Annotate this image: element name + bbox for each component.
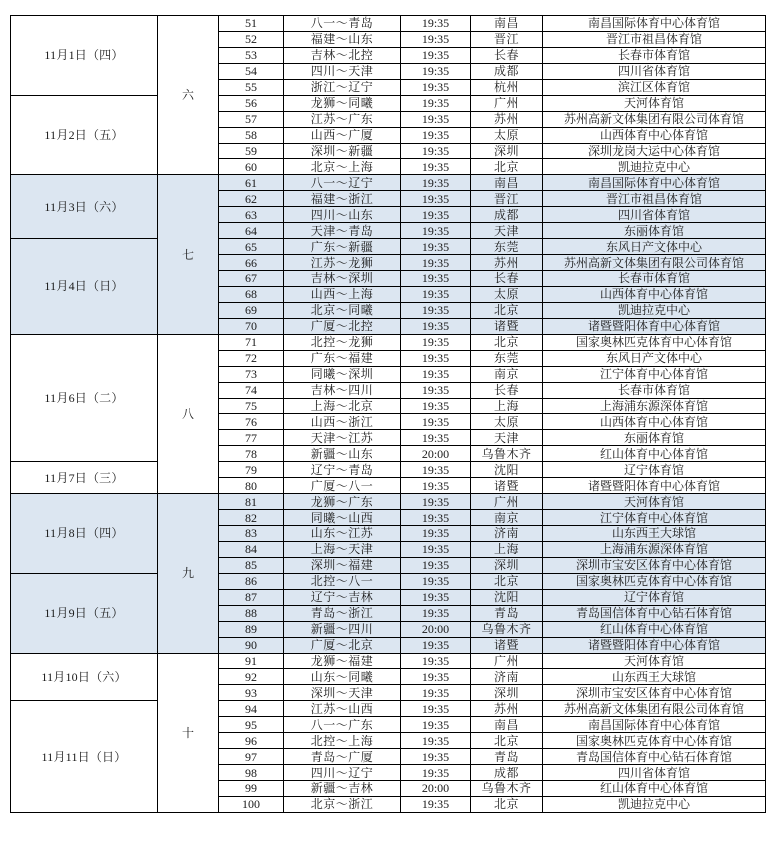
table-row [11,494,766,510]
table-row [11,462,766,478]
host-city-cell: 太原 [471,414,543,430]
tipoff-time-cell: 19:35 [401,111,471,127]
table-row [11,95,766,111]
game-number-cell: 87 [219,589,284,605]
host-city-cell: 成都 [471,765,543,781]
date-cell: 11月8日（四） [11,494,158,574]
tipoff-time-cell: 19:35 [401,334,471,350]
venue-cell: 滨江区体育馆 [543,79,766,95]
host-city-cell: 广州 [471,494,543,510]
game-number-cell: 53 [219,47,284,63]
host-city-cell: 北京 [471,573,543,589]
tipoff-time-cell: 19:35 [401,318,471,334]
game-number-cell: 75 [219,398,284,414]
game-number-cell: 56 [219,95,284,111]
tipoff-time-cell: 20:00 [401,621,471,637]
tipoff-time-cell: 19:35 [401,271,471,287]
game-number-cell: 100 [219,796,284,812]
tipoff-time-cell: 19:35 [401,366,471,382]
tipoff-time-cell: 19:35 [401,526,471,542]
host-city-cell: 东莞 [471,239,543,255]
date-cell: 11月1日（四） [11,16,158,96]
venue-cell: 四川省体育馆 [543,63,766,79]
host-city-cell: 苏州 [471,111,543,127]
venue-cell: 四川省体育馆 [543,207,766,223]
venue-cell: 深圳市宝安区体育中心体育馆 [543,685,766,701]
host-city-cell: 乌鲁木齐 [471,446,543,462]
host-city-cell: 北京 [471,733,543,749]
tipoff-time-cell: 19:35 [401,382,471,398]
tipoff-time-cell: 19:35 [401,286,471,302]
game-number-cell: 72 [219,350,284,366]
tipoff-time-cell: 19:35 [401,223,471,239]
game-number-cell: 64 [219,223,284,239]
venue-cell: 南昌国际体育中心体育馆 [543,175,766,191]
venue-cell: 东风日产文体中心 [543,350,766,366]
venue-cell: 红山体育中心体育馆 [543,621,766,637]
venue-cell: 晋江市祖昌体育馆 [543,191,766,207]
host-city-cell: 乌鲁木齐 [471,621,543,637]
game-number-cell: 89 [219,621,284,637]
venue-cell: 国家奥林匹克体育中心体育馆 [543,334,766,350]
host-city-cell: 南昌 [471,175,543,191]
matchup-cell: 广厦～北京 [284,637,401,653]
matchup-cell: 深圳～天津 [284,685,401,701]
host-city-cell: 广州 [471,95,543,111]
host-city-cell: 上海 [471,541,543,557]
host-city-cell: 成都 [471,63,543,79]
game-number-cell: 88 [219,605,284,621]
venue-cell: 晋江市祖昌体育馆 [543,31,766,47]
venue-cell: 凯迪拉克中心 [543,796,766,812]
matchup-cell: 辽宁～吉林 [284,589,401,605]
host-city-cell: 沈阳 [471,462,543,478]
host-city-cell: 东莞 [471,350,543,366]
host-city-cell: 长春 [471,382,543,398]
venue-cell: 辽宁体育馆 [543,589,766,605]
matchup-cell: 山东～同曦 [284,669,401,685]
date-cell: 11月6日（二） [11,334,158,462]
game-number-cell: 57 [219,111,284,127]
host-city-cell: 济南 [471,669,543,685]
date-cell: 11月4日（日） [11,239,158,335]
tipoff-time-cell: 19:35 [401,63,471,79]
tipoff-time-cell: 19:35 [401,47,471,63]
table-row [11,16,766,32]
game-number-cell: 60 [219,159,284,175]
table-row [11,175,766,191]
game-number-cell: 84 [219,541,284,557]
venue-cell: 苏州高新文体集团有限公司体育馆 [543,111,766,127]
venue-cell: 东丽体育馆 [543,223,766,239]
host-city-cell: 南昌 [471,16,543,32]
tipoff-time-cell: 19:35 [401,462,471,478]
schedule-table-body [11,16,766,813]
tipoff-time-cell: 19:35 [401,541,471,557]
host-city-cell: 上海 [471,398,543,414]
matchup-cell: 新疆～四川 [284,621,401,637]
matchup-cell: 八一～辽宁 [284,175,401,191]
venue-cell: 天河体育馆 [543,95,766,111]
date-cell: 11月7日（三） [11,462,158,494]
matchup-cell: 北控～上海 [284,733,401,749]
table-row [11,653,766,669]
matchup-cell: 天津～江苏 [284,430,401,446]
game-number-cell: 94 [219,701,284,717]
venue-cell: 山西体育中心体育馆 [543,286,766,302]
matchup-cell: 广厦～北控 [284,318,401,334]
week-cell: 八 [158,334,219,493]
matchup-cell: 同曦～深圳 [284,366,401,382]
game-number-cell: 66 [219,255,284,271]
game-number-cell: 58 [219,127,284,143]
game-number-cell: 91 [219,653,284,669]
matchup-cell: 上海～北京 [284,398,401,414]
game-number-cell: 54 [219,63,284,79]
venue-cell: 天河体育馆 [543,494,766,510]
venue-cell: 国家奥林匹克体育中心体育馆 [543,733,766,749]
host-city-cell: 太原 [471,286,543,302]
game-number-cell: 65 [219,239,284,255]
tipoff-time-cell: 19:35 [401,16,471,32]
tipoff-time-cell: 20:00 [401,446,471,462]
tipoff-time-cell: 19:35 [401,398,471,414]
matchup-cell: 八一～广东 [284,717,401,733]
game-number-cell: 86 [219,573,284,589]
host-city-cell: 南京 [471,510,543,526]
date-cell: 11月10日（六） [11,653,158,701]
matchup-cell: 龙狮～广东 [284,494,401,510]
game-number-cell: 93 [219,685,284,701]
matchup-cell: 浙江～辽宁 [284,79,401,95]
venue-cell: 青岛国信体育中心钻石体育馆 [543,605,766,621]
matchup-cell: 青岛～浙江 [284,605,401,621]
game-number-cell: 63 [219,207,284,223]
host-city-cell: 北京 [471,159,543,175]
tipoff-time-cell: 19:35 [401,350,471,366]
matchup-cell: 山西～浙江 [284,414,401,430]
venue-cell: 天河体育馆 [543,653,766,669]
host-city-cell: 长春 [471,271,543,287]
game-number-cell: 77 [219,430,284,446]
date-cell: 11月3日（六） [11,175,158,239]
host-city-cell: 长春 [471,47,543,63]
tipoff-time-cell: 19:35 [401,749,471,765]
host-city-cell: 杭州 [471,79,543,95]
tipoff-time-cell: 19:35 [401,701,471,717]
venue-cell: 长春市体育馆 [543,47,766,63]
game-number-cell: 98 [219,765,284,781]
game-number-cell: 51 [219,16,284,32]
game-number-cell: 79 [219,462,284,478]
tipoff-time-cell: 19:35 [401,605,471,621]
table-row [11,334,766,350]
matchup-cell: 广厦～八一 [284,478,401,494]
venue-cell: 深圳龙岗大运中心体育馆 [543,143,766,159]
host-city-cell: 深圳 [471,557,543,573]
matchup-cell: 吉林～深圳 [284,271,401,287]
game-number-cell: 95 [219,717,284,733]
host-city-cell: 北京 [471,334,543,350]
matchup-cell: 上海～天津 [284,541,401,557]
game-number-cell: 59 [219,143,284,159]
matchup-cell: 福建～浙江 [284,191,401,207]
schedule-table [10,15,766,813]
venue-cell: 东丽体育馆 [543,430,766,446]
game-number-cell: 74 [219,382,284,398]
matchup-cell: 广东～新疆 [284,239,401,255]
venue-cell: 上海浦东源深体育馆 [543,541,766,557]
venue-cell: 凯迪拉克中心 [543,302,766,318]
venue-cell: 诸暨暨阳体育中心体育馆 [543,478,766,494]
host-city-cell: 深圳 [471,143,543,159]
game-number-cell: 85 [219,557,284,573]
host-city-cell: 济南 [471,526,543,542]
venue-cell: 红山体育中心体育馆 [543,781,766,797]
tipoff-time-cell: 19:35 [401,79,471,95]
venue-cell: 山西体育中心体育馆 [543,414,766,430]
week-cell: 六 [158,16,219,175]
game-number-cell: 82 [219,510,284,526]
tipoff-time-cell: 19:35 [401,95,471,111]
game-number-cell: 52 [219,31,284,47]
host-city-cell: 苏州 [471,701,543,717]
host-city-cell: 晋江 [471,191,543,207]
game-number-cell: 70 [219,318,284,334]
game-number-cell: 90 [219,637,284,653]
host-city-cell: 广州 [471,653,543,669]
venue-cell: 长春市体育馆 [543,382,766,398]
game-number-cell: 55 [219,79,284,95]
host-city-cell: 沈阳 [471,589,543,605]
venue-cell: 长春市体育馆 [543,271,766,287]
venue-cell: 青岛国信体育中心钻石体育馆 [543,749,766,765]
table-row [11,701,766,717]
matchup-cell: 北京～同曦 [284,302,401,318]
venue-cell: 苏州高新文体集团有限公司体育馆 [543,701,766,717]
venue-cell: 江宁体育中心体育馆 [543,510,766,526]
venue-cell: 南昌国际体育中心体育馆 [543,717,766,733]
host-city-cell: 晋江 [471,31,543,47]
matchup-cell: 江苏～广东 [284,111,401,127]
tipoff-time-cell: 19:35 [401,207,471,223]
matchup-cell: 四川～山东 [284,207,401,223]
tipoff-time-cell: 19:35 [401,414,471,430]
venue-cell: 辽宁体育馆 [543,462,766,478]
matchup-cell: 吉林～北控 [284,47,401,63]
venue-cell: 深圳市宝安区体育中心体育馆 [543,557,766,573]
venue-cell: 南昌国际体育中心体育馆 [543,16,766,32]
game-number-cell: 80 [219,478,284,494]
matchup-cell: 天津～青岛 [284,223,401,239]
game-number-cell: 81 [219,494,284,510]
tipoff-time-cell: 19:35 [401,494,471,510]
tipoff-time-cell: 19:35 [401,255,471,271]
matchup-cell: 山西～广厦 [284,127,401,143]
tipoff-time-cell: 19:35 [401,685,471,701]
host-city-cell: 天津 [471,430,543,446]
tipoff-time-cell: 19:35 [401,175,471,191]
venue-cell: 上海浦东源深体育馆 [543,398,766,414]
tipoff-time-cell: 19:35 [401,637,471,653]
host-city-cell: 诸暨 [471,318,543,334]
matchup-cell: 江苏～山西 [284,701,401,717]
matchup-cell: 山东～江苏 [284,526,401,542]
game-number-cell: 62 [219,191,284,207]
matchup-cell: 同曦～山西 [284,510,401,526]
table-row [11,573,766,589]
matchup-cell: 新疆～吉林 [284,781,401,797]
tipoff-time-cell: 19:35 [401,669,471,685]
matchup-cell: 龙狮～福建 [284,653,401,669]
tipoff-time-cell: 19:35 [401,796,471,812]
matchup-cell: 江苏～龙狮 [284,255,401,271]
game-number-cell: 73 [219,366,284,382]
schedule-table-container [10,15,765,813]
tipoff-time-cell: 19:35 [401,239,471,255]
venue-cell: 山东西王大球馆 [543,669,766,685]
venue-cell: 山东西王大球馆 [543,526,766,542]
matchup-cell: 北控～八一 [284,573,401,589]
tipoff-time-cell: 19:35 [401,733,471,749]
venue-cell: 凯迪拉克中心 [543,159,766,175]
week-cell: 十 [158,653,219,812]
host-city-cell: 青岛 [471,605,543,621]
host-city-cell: 北京 [471,302,543,318]
matchup-cell: 北控～龙狮 [284,334,401,350]
game-number-cell: 67 [219,271,284,287]
matchup-cell: 辽宁～青岛 [284,462,401,478]
table-row [11,239,766,255]
game-number-cell: 83 [219,526,284,542]
matchup-cell: 四川～天津 [284,63,401,79]
venue-cell: 江宁体育中心体育馆 [543,366,766,382]
week-cell: 七 [158,175,219,334]
host-city-cell: 青岛 [471,749,543,765]
matchup-cell: 北京～上海 [284,159,401,175]
game-number-cell: 99 [219,781,284,797]
tipoff-time-cell: 19:35 [401,573,471,589]
host-city-cell: 乌鲁木齐 [471,781,543,797]
matchup-cell: 深圳～福建 [284,557,401,573]
game-number-cell: 61 [219,175,284,191]
tipoff-time-cell: 19:35 [401,765,471,781]
matchup-cell: 北京～浙江 [284,796,401,812]
game-number-cell: 71 [219,334,284,350]
tipoff-time-cell: 19:35 [401,143,471,159]
game-number-cell: 78 [219,446,284,462]
tipoff-time-cell: 19:35 [401,478,471,494]
matchup-cell: 龙狮～同曦 [284,95,401,111]
host-city-cell: 苏州 [471,255,543,271]
matchup-cell: 广东～福建 [284,350,401,366]
host-city-cell: 南昌 [471,717,543,733]
date-cell: 11月2日（五） [11,95,158,175]
tipoff-time-cell: 19:35 [401,31,471,47]
matchup-cell: 深圳～新疆 [284,143,401,159]
tipoff-time-cell: 19:35 [401,589,471,605]
tipoff-time-cell: 19:35 [401,159,471,175]
venue-cell: 东风日产文体中心 [543,239,766,255]
venue-cell: 四川省体育馆 [543,765,766,781]
venue-cell: 诸暨暨阳体育中心体育馆 [543,318,766,334]
week-cell: 九 [158,494,219,653]
matchup-cell: 山西～上海 [284,286,401,302]
venue-cell: 红山体育中心体育馆 [543,446,766,462]
date-cell: 11月11日（日） [11,701,158,813]
game-number-cell: 96 [219,733,284,749]
matchup-cell: 青岛～广厦 [284,749,401,765]
tipoff-time-cell: 19:35 [401,127,471,143]
matchup-cell: 福建～山东 [284,31,401,47]
host-city-cell: 深圳 [471,685,543,701]
tipoff-time-cell: 19:35 [401,430,471,446]
game-number-cell: 92 [219,669,284,685]
host-city-cell: 南京 [471,366,543,382]
game-number-cell: 97 [219,749,284,765]
venue-cell: 诸暨暨阳体育中心体育馆 [543,637,766,653]
date-cell: 11月9日（五） [11,573,158,653]
tipoff-time-cell: 19:35 [401,302,471,318]
matchup-cell: 八一～青岛 [284,16,401,32]
host-city-cell: 天津 [471,223,543,239]
tipoff-time-cell: 19:35 [401,717,471,733]
game-number-cell: 69 [219,302,284,318]
matchup-cell: 新疆～山东 [284,446,401,462]
venue-cell: 山西体育中心体育馆 [543,127,766,143]
host-city-cell: 成都 [471,207,543,223]
tipoff-time-cell: 19:35 [401,510,471,526]
tipoff-time-cell: 19:35 [401,653,471,669]
host-city-cell: 太原 [471,127,543,143]
game-number-cell: 76 [219,414,284,430]
host-city-cell: 北京 [471,796,543,812]
venue-cell: 国家奥林匹克体育中心体育馆 [543,573,766,589]
tipoff-time-cell: 19:35 [401,557,471,573]
tipoff-time-cell: 20:00 [401,781,471,797]
host-city-cell: 诸暨 [471,478,543,494]
host-city-cell: 诸暨 [471,637,543,653]
tipoff-time-cell: 19:35 [401,191,471,207]
game-number-cell: 68 [219,286,284,302]
venue-cell: 苏州高新文体集团有限公司体育馆 [543,255,766,271]
matchup-cell: 吉林～四川 [284,382,401,398]
matchup-cell: 四川～辽宁 [284,765,401,781]
